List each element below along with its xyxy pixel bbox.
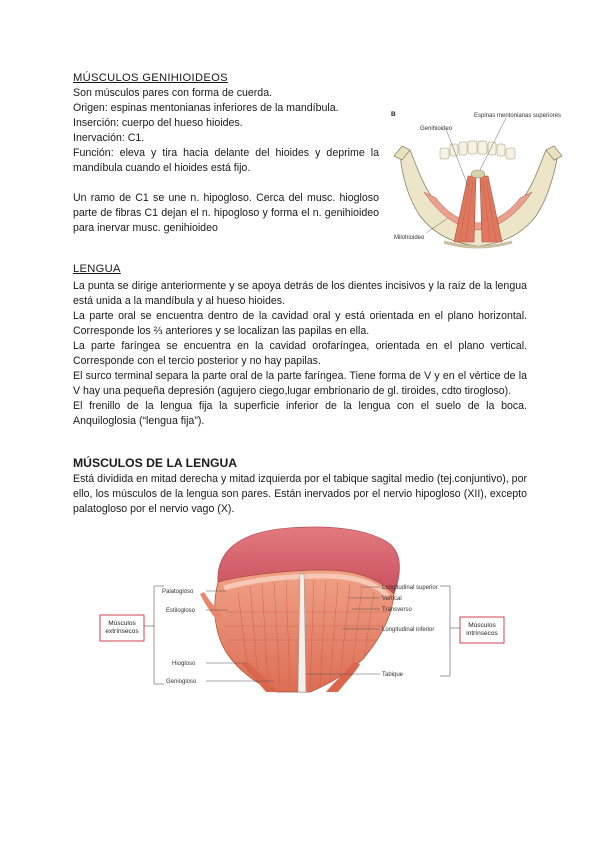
paragraph-oral-part: La parte oral se encuentra dentro de la cavidad oral y está orientada en el plano horizontal. Corresponde los ⅔ anteriores y se localizan las papilas en ella.: [73, 310, 527, 337]
heading-musculos-genihioideos: MÚSCULOS GENIHIOIDEOS: [73, 72, 228, 84]
mental-spines: [471, 170, 485, 178]
paragraph-tip-root: La punta se dirige anteriormente y se apoya detrás de los dientes incisivos y la raíz de la lengua está unida a la mandíbula y al hueso hioides.: [73, 280, 527, 307]
paragraph-tongue-muscles: Está dividida en mitad derecha y mitad izquierda por el tabique sagital medio (tej.conjuntivo), por ello, los músculos de la lengua son pares. Están inervados por el nervio hipogloso (XII), excepto palatogloso por el nervio vago (X).: [73, 473, 527, 515]
mandible-illustration: [388, 106, 568, 252]
label-spines: Espinas mentonianas superiores: [474, 113, 562, 119]
label-extrinsic-muscles: Músculos extrínsecos: [105, 620, 139, 635]
label-geniohyoid: Genihioideo: [420, 126, 453, 132]
label-transverso: Transverso: [382, 607, 412, 613]
label-longitudinal-superior: Longitudinal superior: [382, 585, 438, 591]
label-intrinsic-muscles: Músculos intrínsecos: [466, 622, 498, 637]
label-vertical: Vertical: [382, 596, 402, 602]
genihioideos-details: [73, 86, 379, 176]
lengua-paragraphs: [73, 279, 527, 429]
label-hiogloso: Hiogloso: [172, 661, 196, 667]
teeth: [440, 141, 515, 159]
heading-musculos-lengua: MÚSCULOS DE LA LENGUA: [73, 456, 238, 470]
line-innervation: Inervación: C1.: [73, 132, 145, 144]
line-function: Función: eleva y tira hacia delante del hioides y deprime la mandíbula cuando el hioides está fijo.: [73, 147, 379, 174]
paragraph-terminal-sulcus: El surco terminal separa la parte oral de la parte faríngea. Tiene forma de V y en el vértice de la V hay una pequeña depresión (agujero ciego,lugar embrionario de gl. tiroides, cdto tirogloso).: [73, 370, 527, 397]
label-longitudinal-inferior: Longitudinal inferior: [382, 627, 435, 633]
label-mylohyoid: Milohioideo: [394, 235, 425, 241]
line-insertion: Inserción: cuerpo del hueso hioides.: [73, 117, 243, 129]
figure-tongue-muscles: [98, 522, 510, 700]
label-estilogloso: Estilogloso: [166, 608, 196, 614]
label-tabique: Tabique: [382, 672, 404, 678]
paragraph-pharyngeal-part: La parte faríngea se encuentra en la cavidad orofaríngea, orientada en el plano vertical. Corresponde con el tercio posterior y no hay papilas.: [73, 340, 527, 367]
label-geniogloso: Geniogloso: [166, 679, 197, 685]
paragraph-frenulum: El frenillo de la lengua fija la superficie inferior de la lengua con el suelo de la boca. Anquiloglosia (“lengua fija”).: [73, 400, 527, 427]
figure-panel-letter: B: [391, 111, 396, 118]
mandible-bone: [400, 150, 558, 246]
line-origin: Origen: espinas mentonianas inferiores de la mandíbula.: [73, 102, 339, 114]
paragraph-c1-branch: Un ramo de C1 se une n. hipogloso. Cerca del musc. hiogloso parte de fibras C1 dejan el n. hipogloso y forma el n. genihioideo para inervar musc. genihioideo: [73, 192, 379, 234]
heading-lengua: LENGUA: [73, 263, 121, 275]
tongue-illustration: [98, 522, 510, 700]
figure-mandible-geniohyoid: [388, 106, 568, 252]
label-palatogloso: Palatogloso: [162, 589, 194, 595]
line-shape: Son músculos pares con forma de cuerda.: [73, 87, 273, 99]
